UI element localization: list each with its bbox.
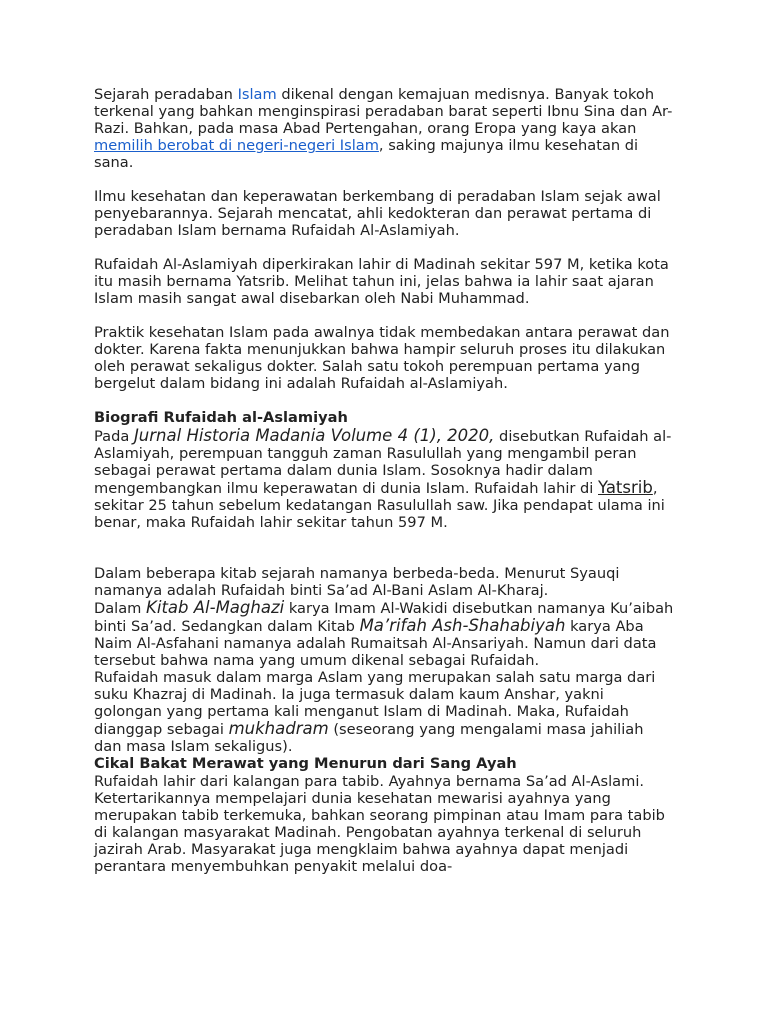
- journal-title: Jurnal Historia Madania Volume 4 (1), 2020,: [133, 426, 495, 445]
- paragraph-marga: [94, 669, 674, 755]
- text-segment: Sejarah peradaban: [94, 86, 238, 103]
- paragraph-ayah: Rufaidah lahir dari kalangan para tabib. Ayahnya bernama Sa’ad Al-Aslami. Ketertarikannya mempelajari dunia kesehatan mewarisi ayahnya yang merupakan tabib terkemuka, bahkan seorang pimpinan atau Imam para tabib di kalangan masyarakat Madinah. Pengobatan ayahnya terkenal di seluruh jazirah Arab. Masyarakat juga mengklaim bahwa ayahnya dapat menjadi perantara menyembuhkan penyakit melalui doa-: [94, 773, 665, 875]
- text-segment: Pada: [94, 428, 134, 445]
- text-segment: Rufaidah masuk dalam marga Aslam yang merupakan salah satu marga dari suku Khazraj di Madinah. Ia juga termasuk dalam kaum Anshar, yakni golongan yang pertama kali menganut Islam di Madinah. Maka, Rufaidah dianggap sebagai: [94, 669, 656, 738]
- paragraph-nama: Dalam beberapa kitab sejarah namanya berbeda-beda. Menurut Syauqi namanya adalah Rufaidah binti Sa’ad Al-Bani Aslam Al-Kharaj.: [94, 565, 620, 599]
- link-berobat[interactable]: memilih berobat di negeri-negeri Islam: [94, 137, 379, 154]
- heading-cikal-bakat: Cikal Bakat Merawat yang Menurun dari Sang Ayah: [94, 755, 517, 772]
- paragraph-biografi: [94, 427, 674, 531]
- link-islam[interactable]: Islam: [237, 86, 277, 103]
- text-segment: (seseorang yang mengalami masa jahiliah dan masa Islam sekaligus).: [94, 721, 644, 755]
- text-segment: disebutkan Rufaidah al-Aslamiyah, perempuan tangguh zaman Rasulullah yang mengambil peran sebagai perawat pertama dalam dunia Islam. Sosoknya hadir dalam mengembangkan ilmu keperawatan di dunia Islam. Rufaidah lahir di: [94, 428, 672, 497]
- text-segment: dikenal dengan kemajuan medisnya. Banyak tokoh terkenal yang bahkan menginspirasi peradaban barat seperti Ibnu Sina dan Ar-Razi. Bahkan, pada masa Abad Pertengahan, orang Eropa yang kaya akan: [94, 86, 673, 137]
- text-segment: , saking majunya ilmu kesehatan di sana.: [94, 137, 639, 171]
- text-segment: , sekitar 25 tahun sebelum kedatangan Rasulullah saw. Jika pendapat ulama ini benar, maka Rufaidah lahir sekitar tahun 597 M.: [94, 480, 665, 531]
- term-yatsrib: Yatsrib: [598, 478, 653, 497]
- text-segment: Dalam: [94, 600, 147, 617]
- heading-biografi: Biografi Rufaidah al-Aslamiyah: [94, 409, 348, 426]
- paragraph-kelahiran: Rufaidah Al-Aslamiyah diperkirakan lahir di Madinah sekitar 597 M, ketika kota itu masih bernama Yatsrib. Melihat tahun ini, jelas bahwa ia lahir saat ajaran Islam masih sangat awal disebarkan oleh Nabi Muhammad.: [94, 256, 669, 307]
- paragraph-kitab: [94, 599, 674, 669]
- paragraph-intro: [94, 86, 674, 171]
- kitab-maghazi: Kitab Al-Maghazi: [146, 598, 285, 617]
- paragraph-ilmu-kesehatan: Ilmu kesehatan dan keperawatan berkembang di peradaban Islam sejak awal penyebarannya. Sejarah mencatat, ahli kedokteran dan perawat pertama di peradaban Islam bernama Rufaidah Al-Aslamiyah.: [94, 188, 661, 239]
- paragraph-praktik: Praktik kesehatan Islam pada awalnya tidak membedakan antara perawat dan dokter. Karena fakta menunjukkan bahwa hampir seluruh proses itu dilakukan oleh perawat sekaligus dokter. Salah satu tokoh perempuan pertama yang bergelut dalam bidang ini adalah Rufaidah al-Aslamiyah.: [94, 324, 670, 392]
- term-mukhadram: mukhadram: [228, 719, 329, 738]
- kitab-marifah: Ma’rifah Ash-Shahabiyah: [359, 616, 566, 635]
- text-segment: karya Aba Naim Al-Asfahani namanya adalah Rumaitsah Al-Ansariyah. Namun dari data tersebut bahwa nama yang umum dikenal sebagai Rufaidah.: [94, 618, 657, 669]
- text-segment: karya Imam Al-Wakidi disebutkan namanya Ku’aibah binti Sa’ad. Sedangkan dalam Kitab: [94, 600, 674, 635]
